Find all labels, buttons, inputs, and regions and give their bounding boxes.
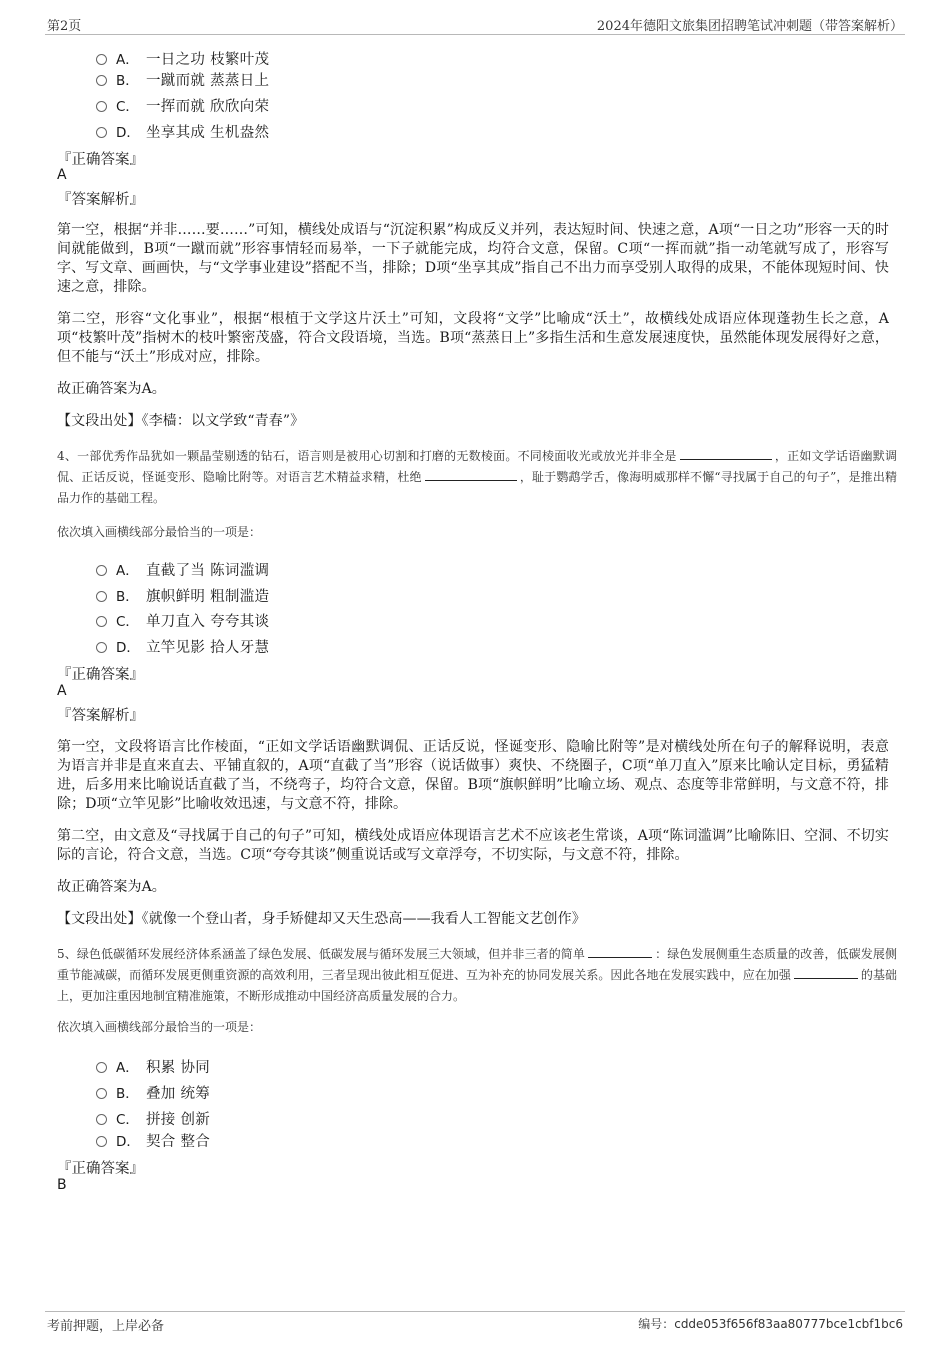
q5-answer-label: 『正确答案』 xyxy=(57,1161,144,1177)
radio-icon[interactable] xyxy=(96,565,107,576)
q5-option-d[interactable]: D． 契合 整合 xyxy=(96,1130,210,1151)
q4-source: 【文段出处】《就像一个登山者，身手矫健却又天生恐高——我看人工智能文艺创作》 xyxy=(57,911,586,927)
blank-line xyxy=(588,945,652,958)
q5-stem: 5、绿色低碳循环发展经济体系涵盖了绿色发展、低碳发展与循环发展三大领域，但并非三者的简单 ：绿色发展侧重生态质量的改善，低碳发展侧重节能减碳，而循环发展更侧重资源的高效利用，三者呈现出彼此相互促进、互为补充的协同发展关系。因此各地在发展实践中，应在加强 的基础上，更加注重因地制宜精准施策，不断形成推动中国经济高质量发展的合力。 xyxy=(57,947,897,1003)
q3-option-a[interactable]: A． 一日之功 枝繁叶茂 xyxy=(96,48,269,69)
page-header xyxy=(45,14,905,35)
q3-option-c[interactable]: C． 一挥而就 欣欣向荣 xyxy=(96,95,269,116)
q3-conclusion: 故正确答案为A。 xyxy=(57,381,166,397)
q4-analysis-paragraph-1: 第一空，文段将语言比作棱面，“正如文学话语幽默调侃、正话反说，怪诞变形、隐喻比附等”是对横线处所在句子的解释说明，表意为语言并非是直来直去、平铺直叙的，A项“直截了当”形容（说话做事）爽快、不绕圈子，C项“单刀直入”原来比喻认定目标，勇猛精进，后多用来比喻说话直截了当，不绕弯子，均符合文意，保留。B项“旗帜鲜明”比喻立场、观点、态度等非常鲜明，与文意不符，排除；D项“立竿见影”比喻收效迅速，与文意不符，排除。 xyxy=(57,739,889,812)
q4-analysis-paragraph-2: 第二空，由文意及“寻找属于自己的句子”可知，横线处成语应体现语言艺术不应该老生常谈，A项“陈词滥调”比喻陈旧、空洞、不切实际的言论，符合文意，当选。C项“夸夸其谈”侧重说话或写文章浮夸，不切实际，与文意不符，排除。 xyxy=(57,828,889,863)
radio-icon[interactable] xyxy=(96,616,107,627)
q4-option-b[interactable]: B． 旗帜鲜明 粗制滥造 xyxy=(96,585,269,606)
q5-option-c[interactable]: C． 拼接 创新 xyxy=(96,1108,210,1129)
radio-icon[interactable] xyxy=(96,1062,107,1073)
q5-option-b[interactable]: B． 叠加 统筹 xyxy=(96,1082,210,1103)
radio-icon[interactable] xyxy=(96,127,107,138)
radio-icon[interactable] xyxy=(96,1088,107,1099)
q4-option-c[interactable]: C． 单刀直入 夸夸其谈 xyxy=(96,610,269,631)
q3-answer: A xyxy=(57,167,67,183)
radio-icon[interactable] xyxy=(96,54,107,65)
blank-line xyxy=(425,468,517,481)
q4-option-a[interactable]: A． 直截了当 陈词滥调 xyxy=(96,559,269,580)
radio-icon[interactable] xyxy=(96,1136,107,1147)
q4-conclusion: 故正确答案为A。 xyxy=(57,879,166,895)
q4-analysis-label: 『答案解析』 xyxy=(57,708,144,724)
document-id: 编号：cdde053f656f83aa80777bce1cbf1bc6 xyxy=(638,1317,903,1331)
radio-icon[interactable] xyxy=(96,101,107,112)
blank-line xyxy=(680,447,772,460)
q4-stem: 4、一部优秀作品犹如一颗晶莹剔透的钻石，语言则是被用心切割和打磨的无数棱面。不同棱面收光或放光并非全是 ，正如文学话语幽默调侃、正话反说，怪诞变形、隐喻比附等。对语言艺术精益求精，杜绝 ，耻于鹦鹉学舌，像海明威那样不懈“寻找属于自己的句子”，是推出精品力作的基础工程。 xyxy=(57,449,897,505)
q3-source: 【文段出处】《李樯：以文学致“青春”》 xyxy=(57,413,305,429)
q4-answer: A xyxy=(57,683,67,699)
q5-option-a[interactable]: A． 积累 协同 xyxy=(96,1056,210,1077)
q3-analysis-paragraph-1: 第一空，根据“并非……要……”可知，横线处成语与“沉淀积累”构成反义并列，表达短时间、快速之意，A项“一日之功”形容一天的时间就能做到，B项“一蹴而就”形容事情轻而易举，一下子就能完成，均符合文意，保留。C项“一挥而就”指一动笔就写成了，形容写字、写文章、画画快，与“文学事业建设”搭配不当，排除；D项“坐享其成”指自己不出力而享受别人取得的成果，不能体现短时间、快速之意，排除。 xyxy=(57,222,889,295)
q5-answer: B xyxy=(57,1177,67,1193)
blank-line xyxy=(794,966,858,979)
q3-option-d[interactable]: D． 坐享其成 生机盎然 xyxy=(96,121,269,142)
q3-analysis-label: 『答案解析』 xyxy=(57,192,144,208)
q5-prompt: 依次填入画横线部分最恰当的一项是： xyxy=(57,1020,262,1034)
page-footer xyxy=(45,1311,905,1334)
q4-prompt: 依次填入画横线部分最恰当的一项是： xyxy=(57,525,262,539)
radio-icon[interactable] xyxy=(96,75,107,86)
q3-answer-label: 『正确答案』 xyxy=(57,152,144,168)
radio-icon[interactable] xyxy=(96,1114,107,1125)
document-title: 2024年德阳文旅集团招聘笔试冲刺题（带答案解析） xyxy=(596,19,903,34)
radio-icon[interactable] xyxy=(96,591,107,602)
q3-analysis-paragraph-2: 第二空，形容“文化事业”，根据“根植于文学这片沃土”可知，文段将“文学”比喻成“沃土”，故横线处成语应体现蓬勃生长之意，A项“枝繁叶茂”指树木的枝叶繁密茂盛，符合文段语境，当选。B项“蒸蒸日上”多指生活和生意发展速度快，虽然能体现发展得好之意，但不能与“沃土”形成对应，排除。 xyxy=(57,311,889,365)
q4-option-d[interactable]: D． 立竿见影 拾人牙慧 xyxy=(96,636,269,657)
q4-answer-label: 『正确答案』 xyxy=(57,667,144,683)
radio-icon[interactable] xyxy=(96,642,107,653)
footer-slogan: 考前押题，上岸必备 xyxy=(47,1319,165,1334)
q3-option-b[interactable]: B． 一蹴而就 蒸蒸日上 xyxy=(96,69,269,90)
page-number: 第2页 xyxy=(47,19,82,34)
